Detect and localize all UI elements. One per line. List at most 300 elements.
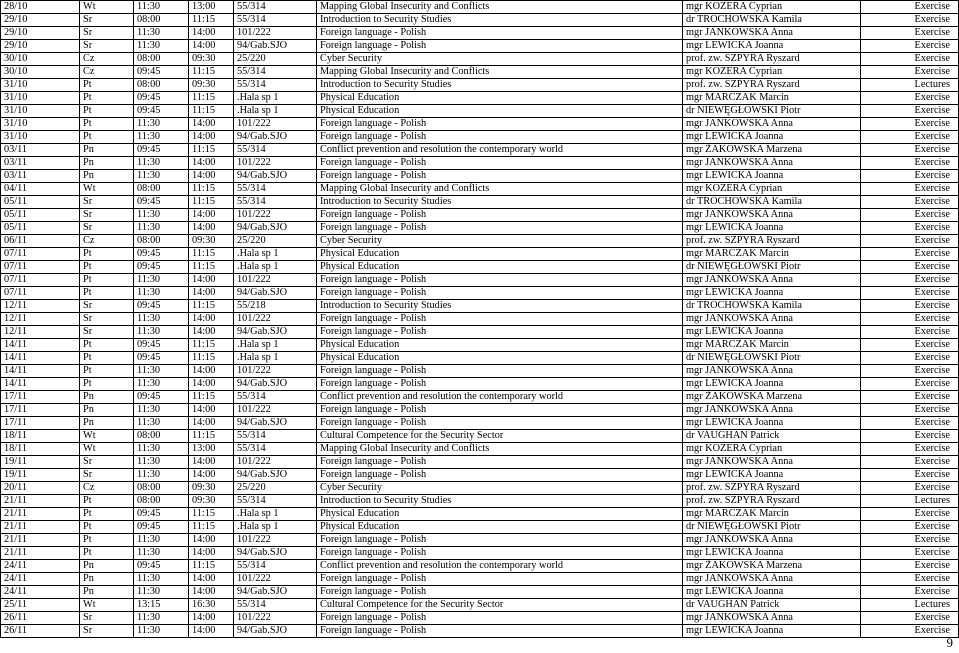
day-cell: Pt: [80, 547, 134, 560]
course-cell: Foreign language - Polish: [317, 274, 683, 287]
start-time-cell: 08:00: [134, 14, 189, 27]
class-type-cell: Exercise: [861, 352, 959, 365]
end-time-cell: 11:15: [189, 560, 234, 573]
course-cell: Introduction to Security Studies: [317, 79, 683, 92]
table-row: [1, 53, 959, 66]
day-cell: Pt: [80, 105, 134, 118]
course-cell: Mapping Global Insecurity and Conflicts: [317, 1, 683, 14]
end-time-cell: 11:15: [189, 144, 234, 157]
class-type-cell: Exercise: [861, 417, 959, 430]
day-cell: Pt: [80, 261, 134, 274]
room-cell: 101/222: [234, 456, 317, 469]
instructor-cell: mgr LEWICKA Joanna: [683, 469, 861, 482]
table-row: [1, 40, 959, 53]
table-row: [1, 365, 959, 378]
table-row: [1, 560, 959, 573]
course-cell: Physical Education: [317, 248, 683, 261]
date-cell: 31/10: [1, 105, 80, 118]
date-cell: 14/11: [1, 352, 80, 365]
date-cell: 14/11: [1, 378, 80, 391]
date-cell: 31/10: [1, 131, 80, 144]
instructor-cell: mgr ŻAKOWSKA Marzena: [683, 560, 861, 573]
course-cell: Cyber Security: [317, 482, 683, 495]
instructor-cell: mgr MARCZAK Marcin: [683, 508, 861, 521]
course-cell: Cyber Security: [317, 235, 683, 248]
instructor-cell: mgr JANKOWSKA Anna: [683, 404, 861, 417]
table-row: [1, 300, 959, 313]
end-time-cell: 14:00: [189, 404, 234, 417]
day-cell: Pt: [80, 365, 134, 378]
start-time-cell: 11:30: [134, 1, 189, 14]
class-type-cell: Exercise: [861, 326, 959, 339]
start-time-cell: 08:00: [134, 183, 189, 196]
table-row: [1, 430, 959, 443]
end-time-cell: 14:00: [189, 534, 234, 547]
end-time-cell: 11:15: [189, 300, 234, 313]
course-cell: Foreign language - Polish: [317, 625, 683, 638]
course-cell: Introduction to Security Studies: [317, 300, 683, 313]
instructor-cell: mgr LEWICKA Joanna: [683, 40, 861, 53]
table-row: [1, 521, 959, 534]
date-cell: 05/11: [1, 222, 80, 235]
instructor-cell: mgr JANKOWSKA Anna: [683, 157, 861, 170]
course-cell: Physical Education: [317, 521, 683, 534]
room-cell: 101/222: [234, 404, 317, 417]
date-cell: 21/11: [1, 547, 80, 560]
end-time-cell: 14:00: [189, 469, 234, 482]
end-time-cell: 11:15: [189, 521, 234, 534]
start-time-cell: 11:30: [134, 586, 189, 599]
table-row: [1, 456, 959, 469]
table-row: [1, 1, 959, 14]
instructor-cell: mgr ŻAKOWSKA Marzena: [683, 391, 861, 404]
date-cell: 07/11: [1, 274, 80, 287]
course-cell: Foreign language - Polish: [317, 586, 683, 599]
day-cell: Pt: [80, 274, 134, 287]
day-cell: Pt: [80, 118, 134, 131]
day-cell: Wt: [80, 443, 134, 456]
day-cell: Pt: [80, 339, 134, 352]
class-type-cell: Exercise: [861, 66, 959, 79]
date-cell: 07/11: [1, 287, 80, 300]
day-cell: Śr: [80, 196, 134, 209]
class-type-cell: Exercise: [861, 222, 959, 235]
day-cell: Śr: [80, 469, 134, 482]
room-cell: 55/314: [234, 79, 317, 92]
class-type-cell: Exercise: [861, 105, 959, 118]
table-row: [1, 313, 959, 326]
day-cell: Wt: [80, 430, 134, 443]
start-time-cell: 09:45: [134, 248, 189, 261]
date-cell: 30/10: [1, 53, 80, 66]
class-type-cell: Exercise: [861, 118, 959, 131]
date-cell: 21/11: [1, 534, 80, 547]
instructor-cell: mgr MARCZAK Marcin: [683, 248, 861, 261]
date-cell: 18/11: [1, 443, 80, 456]
end-time-cell: 11:15: [189, 183, 234, 196]
room-cell: .Hala sp 1: [234, 105, 317, 118]
date-cell: 12/11: [1, 300, 80, 313]
instructor-cell: mgr JANKOWSKA Anna: [683, 365, 861, 378]
start-time-cell: 11:30: [134, 287, 189, 300]
day-cell: Śr: [80, 326, 134, 339]
class-type-cell: Lectures: [861, 495, 959, 508]
day-cell: Cz: [80, 53, 134, 66]
course-cell: Physical Education: [317, 105, 683, 118]
instructor-cell: mgr JANKOWSKA Anna: [683, 573, 861, 586]
day-cell: Pn: [80, 391, 134, 404]
table-row: [1, 495, 959, 508]
end-time-cell: 09:30: [189, 53, 234, 66]
table-row: [1, 66, 959, 79]
start-time-cell: 11:30: [134, 378, 189, 391]
class-type-cell: Exercise: [861, 183, 959, 196]
course-cell: Foreign language - Polish: [317, 365, 683, 378]
start-time-cell: 11:30: [134, 40, 189, 53]
date-cell: 07/11: [1, 248, 80, 261]
room-cell: .Hala sp 1: [234, 261, 317, 274]
start-time-cell: 11:30: [134, 547, 189, 560]
instructor-cell: mgr JANKOWSKA Anna: [683, 118, 861, 131]
class-type-cell: Exercise: [861, 391, 959, 404]
room-cell: .Hala sp 1: [234, 521, 317, 534]
start-time-cell: 09:45: [134, 560, 189, 573]
class-type-cell: Exercise: [861, 378, 959, 391]
end-time-cell: 09:30: [189, 482, 234, 495]
end-time-cell: 14:00: [189, 378, 234, 391]
date-cell: 17/11: [1, 417, 80, 430]
date-cell: 21/11: [1, 521, 80, 534]
class-type-cell: Lectures: [861, 79, 959, 92]
end-time-cell: 16:30: [189, 599, 234, 612]
end-time-cell: 14:00: [189, 222, 234, 235]
table-row: [1, 612, 959, 625]
course-cell: Conflict prevention and resolution the contemporary world: [317, 391, 683, 404]
start-time-cell: 11:30: [134, 27, 189, 40]
end-time-cell: 14:00: [189, 586, 234, 599]
room-cell: 94/Gab.SJO: [234, 222, 317, 235]
table-row: [1, 326, 959, 339]
end-time-cell: 11:15: [189, 352, 234, 365]
course-cell: Mapping Global Insecurity and Conflicts: [317, 183, 683, 196]
date-cell: 20/11: [1, 482, 80, 495]
end-time-cell: 11:15: [189, 248, 234, 261]
end-time-cell: 11:15: [189, 430, 234, 443]
day-cell: Cz: [80, 235, 134, 248]
table-row: [1, 339, 959, 352]
course-cell: Foreign language - Polish: [317, 417, 683, 430]
table-row: [1, 14, 959, 27]
end-time-cell: 14:00: [189, 287, 234, 300]
date-cell: 17/11: [1, 391, 80, 404]
start-time-cell: 11:30: [134, 404, 189, 417]
table-row: [1, 404, 959, 417]
day-cell: Pt: [80, 508, 134, 521]
class-type-cell: Exercise: [861, 196, 959, 209]
class-type-cell: Exercise: [861, 339, 959, 352]
end-time-cell: 14:00: [189, 326, 234, 339]
course-cell: Physical Education: [317, 352, 683, 365]
day-cell: Śr: [80, 300, 134, 313]
class-type-cell: Exercise: [861, 443, 959, 456]
table-row: [1, 573, 959, 586]
date-cell: 12/11: [1, 326, 80, 339]
day-cell: Śr: [80, 40, 134, 53]
start-time-cell: 11:30: [134, 131, 189, 144]
table-row: [1, 287, 959, 300]
course-cell: Foreign language - Polish: [317, 313, 683, 326]
instructor-cell: dr VAUGHAN Patrick: [683, 599, 861, 612]
end-time-cell: 11:15: [189, 66, 234, 79]
table-row: [1, 274, 959, 287]
course-cell: Introduction to Security Studies: [317, 196, 683, 209]
date-cell: 03/11: [1, 157, 80, 170]
course-cell: Foreign language - Polish: [317, 404, 683, 417]
instructor-cell: dr NIEWĘGŁOWSKI Piotr: [683, 352, 861, 365]
instructor-cell: dr VAUGHAN Patrick: [683, 430, 861, 443]
instructor-cell: mgr LEWICKA Joanna: [683, 326, 861, 339]
instructor-cell: dr TROCHOWSKA Kamila: [683, 300, 861, 313]
course-cell: Foreign language - Polish: [317, 118, 683, 131]
start-time-cell: 11:30: [134, 118, 189, 131]
date-cell: 06/11: [1, 235, 80, 248]
room-cell: 94/Gab.SJO: [234, 469, 317, 482]
instructor-cell: mgr JANKOWSKA Anna: [683, 274, 861, 287]
instructor-cell: prof. zw. SZPYRA Ryszard: [683, 79, 861, 92]
day-cell: Śr: [80, 313, 134, 326]
class-type-cell: Exercise: [861, 534, 959, 547]
course-cell: Foreign language - Polish: [317, 456, 683, 469]
date-cell: 21/11: [1, 495, 80, 508]
course-cell: Foreign language - Polish: [317, 131, 683, 144]
start-time-cell: 11:30: [134, 443, 189, 456]
start-time-cell: 09:45: [134, 261, 189, 274]
course-cell: Foreign language - Polish: [317, 326, 683, 339]
course-cell: Foreign language - Polish: [317, 157, 683, 170]
page-number: 9: [946, 635, 953, 650]
room-cell: 94/Gab.SJO: [234, 287, 317, 300]
day-cell: Pt: [80, 352, 134, 365]
instructor-cell: mgr LEWICKA Joanna: [683, 170, 861, 183]
date-cell: 05/11: [1, 209, 80, 222]
table-row: [1, 209, 959, 222]
date-cell: 14/11: [1, 339, 80, 352]
end-time-cell: 13:00: [189, 1, 234, 14]
room-cell: 55/314: [234, 14, 317, 27]
end-time-cell: 14:00: [189, 625, 234, 638]
room-cell: 94/Gab.SJO: [234, 170, 317, 183]
day-cell: Śr: [80, 222, 134, 235]
end-time-cell: 11:15: [189, 261, 234, 274]
date-cell: 28/10: [1, 1, 80, 14]
class-type-cell: Exercise: [861, 92, 959, 105]
start-time-cell: 11:30: [134, 534, 189, 547]
class-type-cell: Exercise: [861, 313, 959, 326]
course-cell: Mapping Global Insecurity and Conflicts: [317, 66, 683, 79]
end-time-cell: 14:00: [189, 27, 234, 40]
instructor-cell: mgr KOZERA Cyprian: [683, 1, 861, 14]
day-cell: Śr: [80, 625, 134, 638]
start-time-cell: 09:45: [134, 92, 189, 105]
end-time-cell: 11:15: [189, 391, 234, 404]
course-cell: Foreign language - Polish: [317, 27, 683, 40]
start-time-cell: 11:30: [134, 469, 189, 482]
end-time-cell: 09:30: [189, 495, 234, 508]
table-row: [1, 183, 959, 196]
start-time-cell: 08:00: [134, 235, 189, 248]
date-cell: 12/11: [1, 313, 80, 326]
start-time-cell: 13:15: [134, 599, 189, 612]
instructor-cell: mgr LEWICKA Joanna: [683, 222, 861, 235]
room-cell: 94/Gab.SJO: [234, 547, 317, 560]
end-time-cell: 09:30: [189, 235, 234, 248]
end-time-cell: 14:00: [189, 209, 234, 222]
day-cell: Śr: [80, 209, 134, 222]
start-time-cell: 08:00: [134, 430, 189, 443]
day-cell: Pt: [80, 79, 134, 92]
class-type-cell: Exercise: [861, 131, 959, 144]
instructor-cell: prof. zw. SZPYRA Ryszard: [683, 53, 861, 66]
instructor-cell: mgr MARCZAK Marcin: [683, 339, 861, 352]
end-time-cell: 14:00: [189, 274, 234, 287]
instructor-cell: dr TROCHOWSKA Kamila: [683, 196, 861, 209]
end-time-cell: 11:15: [189, 105, 234, 118]
room-cell: 101/222: [234, 209, 317, 222]
table-row: [1, 443, 959, 456]
day-cell: Śr: [80, 27, 134, 40]
start-time-cell: 11:30: [134, 222, 189, 235]
instructor-cell: mgr LEWICKA Joanna: [683, 586, 861, 599]
start-time-cell: 11:30: [134, 573, 189, 586]
instructor-cell: mgr KOZERA Cyprian: [683, 66, 861, 79]
end-time-cell: 09:30: [189, 79, 234, 92]
date-cell: 17/11: [1, 404, 80, 417]
end-time-cell: 11:15: [189, 92, 234, 105]
start-time-cell: 11:30: [134, 209, 189, 222]
course-cell: Foreign language - Polish: [317, 40, 683, 53]
start-time-cell: 09:45: [134, 352, 189, 365]
instructor-cell: prof. zw. SZPYRA Ryszard: [683, 495, 861, 508]
table-row: [1, 170, 959, 183]
start-time-cell: 11:30: [134, 365, 189, 378]
end-time-cell: 14:00: [189, 573, 234, 586]
day-cell: Cz: [80, 482, 134, 495]
end-time-cell: 14:00: [189, 612, 234, 625]
table-row: [1, 625, 959, 638]
table-row: [1, 469, 959, 482]
table-row: [1, 157, 959, 170]
course-cell: Foreign language - Polish: [317, 534, 683, 547]
class-type-cell: Exercise: [861, 521, 959, 534]
start-time-cell: 11:30: [134, 456, 189, 469]
end-time-cell: 11:15: [189, 196, 234, 209]
room-cell: 25/220: [234, 235, 317, 248]
room-cell: 55/314: [234, 1, 317, 14]
date-cell: 29/10: [1, 14, 80, 27]
class-type-cell: Exercise: [861, 430, 959, 443]
course-cell: Conflict prevention and resolution the contemporary world: [317, 144, 683, 157]
day-cell: Pt: [80, 378, 134, 391]
start-time-cell: 09:45: [134, 521, 189, 534]
room-cell: 55/314: [234, 196, 317, 209]
start-time-cell: 09:45: [134, 391, 189, 404]
date-cell: 14/11: [1, 365, 80, 378]
class-type-cell: Exercise: [861, 235, 959, 248]
date-cell: 26/11: [1, 612, 80, 625]
day-cell: Pt: [80, 521, 134, 534]
room-cell: 55/314: [234, 144, 317, 157]
table-row: [1, 482, 959, 495]
course-cell: Foreign language - Polish: [317, 612, 683, 625]
day-cell: Pn: [80, 170, 134, 183]
date-cell: 04/11: [1, 183, 80, 196]
day-cell: Pn: [80, 573, 134, 586]
date-cell: 29/10: [1, 40, 80, 53]
table-row: [1, 586, 959, 599]
day-cell: Pn: [80, 157, 134, 170]
end-time-cell: 14:00: [189, 456, 234, 469]
instructor-cell: dr TROCHOWSKA Kamila: [683, 14, 861, 27]
instructor-cell: dr NIEWĘGŁOWSKI Piotr: [683, 261, 861, 274]
start-time-cell: 09:45: [134, 105, 189, 118]
room-cell: 55/314: [234, 183, 317, 196]
date-cell: 25/11: [1, 599, 80, 612]
start-time-cell: 11:30: [134, 612, 189, 625]
table-row: [1, 378, 959, 391]
instructor-cell: mgr LEWICKA Joanna: [683, 131, 861, 144]
start-time-cell: 09:45: [134, 66, 189, 79]
course-cell: Foreign language - Polish: [317, 547, 683, 560]
date-cell: 19/11: [1, 469, 80, 482]
day-cell: Wt: [80, 1, 134, 14]
room-cell: .Hala sp 1: [234, 508, 317, 521]
table-row: [1, 196, 959, 209]
day-cell: Pn: [80, 586, 134, 599]
room-cell: .Hala sp 1: [234, 92, 317, 105]
table-row: [1, 547, 959, 560]
day-cell: Pt: [80, 495, 134, 508]
day-cell: Pn: [80, 560, 134, 573]
class-type-cell: Exercise: [861, 508, 959, 521]
date-cell: 03/11: [1, 170, 80, 183]
table-row: [1, 417, 959, 430]
class-type-cell: Exercise: [861, 456, 959, 469]
day-cell: Wt: [80, 183, 134, 196]
room-cell: .Hala sp 1: [234, 248, 317, 261]
room-cell: 94/Gab.SJO: [234, 625, 317, 638]
start-time-cell: 09:45: [134, 144, 189, 157]
start-time-cell: 11:30: [134, 157, 189, 170]
instructor-cell: mgr JANKOWSKA Anna: [683, 313, 861, 326]
room-cell: .Hala sp 1: [234, 352, 317, 365]
instructor-cell: mgr KOZERA Cyprian: [683, 183, 861, 196]
instructor-cell: mgr LEWICKA Joanna: [683, 417, 861, 430]
class-type-cell: Exercise: [861, 612, 959, 625]
start-time-cell: 11:30: [134, 170, 189, 183]
course-cell: Foreign language - Polish: [317, 469, 683, 482]
course-cell: Introduction to Security Studies: [317, 495, 683, 508]
course-cell: Foreign language - Polish: [317, 573, 683, 586]
start-time-cell: 09:45: [134, 339, 189, 352]
class-type-cell: Exercise: [861, 365, 959, 378]
table-row: [1, 222, 959, 235]
course-cell: Foreign language - Polish: [317, 170, 683, 183]
course-cell: Foreign language - Polish: [317, 378, 683, 391]
date-cell: 29/10: [1, 27, 80, 40]
instructor-cell: dr NIEWĘGŁOWSKI Piotr: [683, 521, 861, 534]
end-time-cell: 14:00: [189, 417, 234, 430]
room-cell: 55/218: [234, 300, 317, 313]
